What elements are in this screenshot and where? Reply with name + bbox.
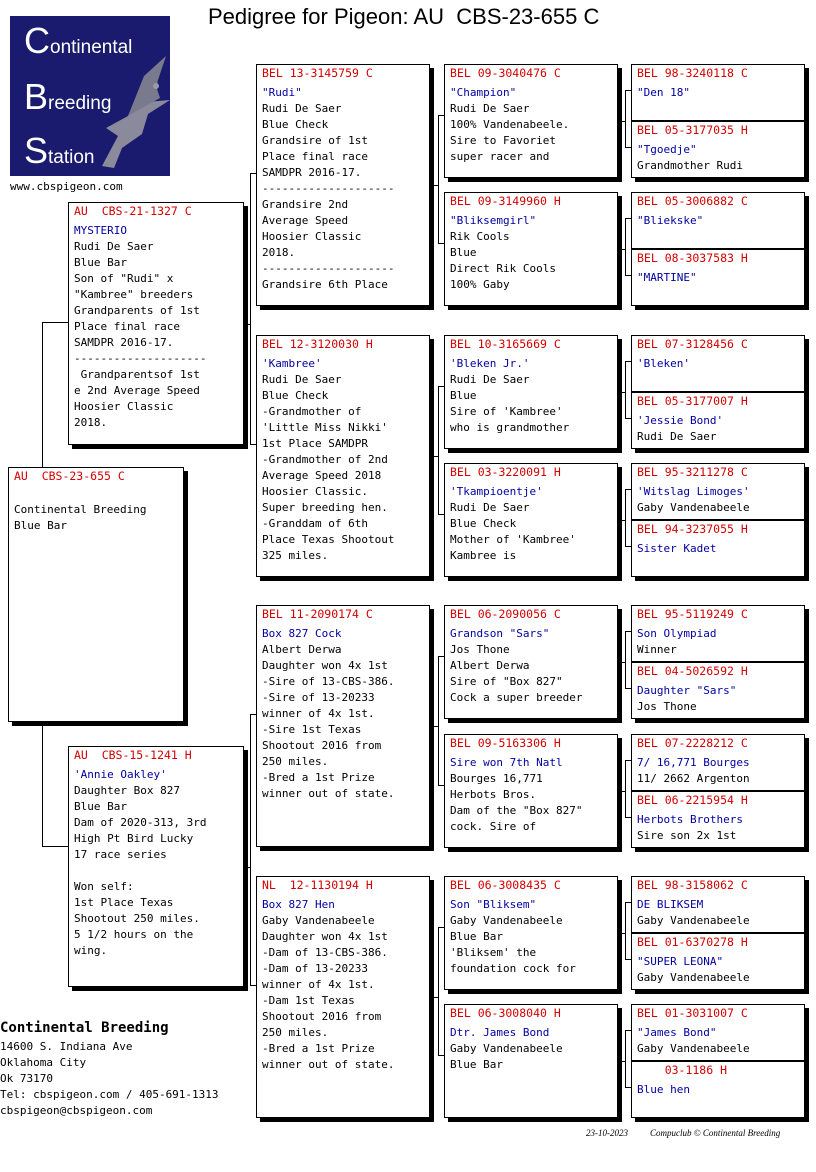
- pigeon-name: Grandson "Sars": [450, 627, 550, 640]
- info-line: Gaby Vandenabeele: [637, 501, 750, 514]
- connector-line: [430, 456, 438, 457]
- info-line: 100% Vandenabeele.: [450, 118, 570, 131]
- info-line: Rudi De Saer: [450, 501, 530, 514]
- info-line: winner of 4x 1st.: [262, 978, 375, 991]
- ring-number: BEL 07-2228212 C: [637, 736, 748, 750]
- city-line: Oklahoma City: [0, 1056, 87, 1069]
- phone-line[interactable]: Tel: cbspigeon.com / 405-691-1313: [0, 1088, 219, 1101]
- info-line: 100% Gaby: [450, 278, 510, 291]
- pigeon-name: "James Bond": [637, 1026, 717, 1039]
- info-line: 2018.: [74, 416, 108, 429]
- info-line: -Sire of 13-20233: [262, 691, 375, 704]
- pigeon-name: Box 827 Cock: [262, 627, 342, 640]
- connector-line: [618, 392, 625, 393]
- info-line: 11/ 2662 Argenton: [637, 772, 750, 785]
- ring-number: BEL 03-3220091 H: [450, 465, 561, 479]
- pigeon-name: "Den 18": [637, 86, 690, 99]
- connector-line: [42, 722, 43, 847]
- pigeon-name: "SUPER LEONA": [637, 955, 724, 968]
- ring-number: BEL 01-6370278 H: [637, 935, 748, 949]
- connector-line: [618, 249, 625, 250]
- info-line: Dam of 2020-313, 3rd: [74, 816, 207, 829]
- connector-line: [438, 656, 439, 786]
- great-great-grandparent-box: [631, 192, 805, 249]
- pigeon-name: "Tgoedje": [637, 143, 697, 156]
- logo-line-3: Station: [24, 130, 95, 171]
- info-line: Rudi De Saer: [74, 240, 154, 253]
- info-line: Dam of the "Box 827": [450, 804, 583, 817]
- info-line: Daughter Box 827: [74, 784, 180, 797]
- info-line: Blue Check: [262, 118, 329, 131]
- connector-line: [625, 90, 626, 148]
- pigeon-name: "Rudi": [262, 86, 302, 99]
- info-line: 'Little Miss Nikki': [262, 421, 388, 434]
- great-grandparent-box: [444, 876, 618, 990]
- contact-block: [0, 1020, 219, 1119]
- info-line: Continental Breeding: [14, 503, 147, 516]
- state-zip-line: Ok 73170: [0, 1072, 53, 1085]
- info-line: Direct Rik Cools: [450, 262, 556, 275]
- info-line: Albert Derwa: [262, 643, 342, 656]
- info-line: Sire son 2x 1st: [637, 829, 737, 842]
- info-line: Super breeding hen.: [262, 501, 388, 514]
- ring-number: BEL 95-5119249 C: [637, 607, 748, 621]
- info-line: Sire to Favoriet: [450, 134, 556, 147]
- pigeon-name: 'Bleken': [637, 357, 690, 370]
- info-line: Herbots Bros.: [450, 788, 537, 801]
- ring-number: BEL 05-3177035 H: [637, 123, 748, 137]
- info-line: -Sire 1st Texas: [262, 723, 362, 736]
- ring-number: BEL 10-3165669 C: [450, 337, 561, 351]
- pigeon-name: MYSTERIO: [74, 224, 127, 237]
- info-line: Won self:: [74, 880, 134, 893]
- info-line: Grandsire 6th Place: [262, 278, 388, 291]
- info-line: Bourges 16,771: [450, 772, 543, 785]
- ring-number: BEL 01-3031007 C: [637, 1006, 748, 1020]
- great-grandparent-box: [444, 1004, 618, 1118]
- info-line: Blue Bar: [450, 930, 503, 943]
- info-line: Shootout 2016 from: [262, 739, 382, 752]
- ring-number: AU CBS-15-1241 H: [74, 748, 192, 762]
- pigeon-name: 'Annie Oakley': [74, 768, 167, 781]
- info-line: Shootout 250 miles.: [74, 912, 200, 925]
- info-line: -Grandmother of: [262, 405, 362, 418]
- ring-number: BEL 09-3040476 C: [450, 66, 561, 80]
- great-great-grandparent-box: [631, 64, 805, 121]
- sire-box: [68, 202, 244, 445]
- pigeon-name: 'Kambree': [262, 357, 322, 370]
- ring-number: BEL 06-3008435 C: [450, 878, 561, 892]
- info-line: Blue: [450, 246, 477, 259]
- info-line: Rudi De Saer: [637, 430, 717, 443]
- info-line: -Dam 1st Texas: [262, 994, 355, 1007]
- connector-line: [625, 631, 626, 689]
- info-line: 17 race series: [74, 848, 167, 861]
- info-line: winner out of state.: [262, 787, 395, 800]
- info-line: Cock a super breeder: [450, 691, 583, 704]
- connector-line: [625, 902, 626, 960]
- pigeon-name: Sire won 7th Natl: [450, 756, 563, 769]
- great-great-grandparent-box: [631, 249, 805, 306]
- ring-number: BEL 12-3120030 H: [262, 337, 373, 351]
- info-line: Average Speed 2018: [262, 469, 382, 482]
- info-line: -Dam of 13-20233: [262, 962, 368, 975]
- dam-box: [68, 746, 244, 987]
- info-line: -Granddam of 6th: [262, 517, 368, 530]
- great-grandparent-box: [444, 335, 618, 449]
- connector-line: [430, 997, 438, 998]
- connector-line: [625, 361, 626, 419]
- connector-line: [625, 218, 626, 276]
- great-great-grandparent-box: [631, 1004, 805, 1061]
- connector-line: [438, 927, 439, 1056]
- connector-line: [618, 933, 625, 934]
- page-title: Pedigree for Pigeon: AU CBS-23-655 C: [208, 4, 600, 29]
- info-line: 250 miles.: [262, 1026, 329, 1039]
- info-line: super racer and: [450, 150, 550, 163]
- info-line: wing.: [74, 944, 108, 957]
- great-grandparent-box: [444, 192, 618, 306]
- info-line: Jos Thone: [637, 700, 697, 713]
- connector-line: [618, 791, 625, 792]
- info-line: -Dam of 13-CBS-386.: [262, 946, 388, 959]
- info-line: Place final race: [262, 150, 368, 163]
- ring-number: NL 12-1130194 H: [262, 878, 373, 892]
- footer-credit: Compuclub © Continental Breeding: [650, 1128, 781, 1138]
- info-line: who is grandmother: [450, 421, 570, 434]
- info-line: Blue Bar: [14, 519, 67, 532]
- pigeon-name: Son "Bliksem": [450, 898, 537, 911]
- ring-number: BEL 98-3158062 C: [637, 878, 748, 892]
- logo-line-2: Breeding: [24, 76, 112, 117]
- ring-number: BEL 06-3008040 H: [450, 1006, 561, 1020]
- great-great-grandparent-box: [631, 876, 805, 933]
- ring-number: BEL 05-3006882 C: [637, 194, 748, 208]
- info-line: Gaby Vandenabeele: [262, 914, 375, 927]
- ring-number: AU CBS-21-1327 C: [74, 204, 192, 218]
- pigeon-name: "Bliksemgirl": [450, 214, 537, 227]
- info-line: Daughter won 4x 1st: [262, 659, 388, 672]
- info-line: winner out of state.: [262, 1058, 395, 1071]
- grandparent-box: [256, 335, 430, 577]
- great-great-grandparent-box: [631, 1061, 805, 1118]
- info-line: Mother of 'Kambree': [450, 533, 576, 546]
- info-line: Blue Bar: [74, 800, 127, 813]
- pigeon-name: 'Jessie Bond': [637, 414, 724, 427]
- info-line: 'Bliksem' the: [450, 946, 537, 959]
- great-great-grandparent-box: [631, 933, 805, 990]
- pigeon-name: "Bliekske": [637, 214, 704, 227]
- info-line: Son of "Rudi" x: [74, 272, 174, 285]
- info-line: -Bred a 1st Prize: [262, 1042, 375, 1055]
- info-line: 2018.: [262, 246, 296, 259]
- ring-number: BEL 94-3237055 H: [637, 522, 748, 536]
- website-link[interactable]: www.cbspigeon.com: [10, 180, 123, 193]
- pigeon-name: Dtr. James Bond: [450, 1026, 550, 1039]
- pigeon-name: Herbots Brothers: [637, 813, 743, 826]
- pigeon-name: Sister Kadet: [637, 542, 717, 555]
- pigeon-name: Blue hen: [637, 1083, 690, 1096]
- info-line: Hoosier Classic: [74, 400, 174, 413]
- ring-number: BEL 98-3240118 C: [637, 66, 748, 80]
- info-line: SAMDPR 2016-17.: [262, 166, 362, 179]
- info-line: 1st Place SAMDPR: [262, 437, 368, 450]
- info-line: Grandparentsof 1st: [74, 368, 200, 381]
- info-line: Jos Thone: [450, 643, 510, 656]
- info-line: Grandsire 2nd: [262, 198, 349, 211]
- info-line: -Sire of 13-CBS-386.: [262, 675, 395, 688]
- connector-line: [42, 322, 43, 468]
- great-great-grandparent-box: [631, 392, 805, 449]
- connector-line: [618, 520, 625, 521]
- ring-number: AU CBS-23-655 C: [14, 469, 125, 483]
- great-great-grandparent-box: [631, 791, 805, 848]
- info-line: -Grandmother of 2nd: [262, 453, 388, 466]
- info-line: [74, 863, 238, 879]
- grandparent-box: [256, 64, 430, 306]
- connector-line: [625, 760, 626, 818]
- pigeon-name: DE BLIKSEM: [637, 898, 704, 911]
- info-line: Winner: [637, 643, 677, 656]
- info-line: Hoosier Classic: [262, 230, 362, 243]
- ring-number: BEL 09-5163306 H: [450, 736, 561, 750]
- info-line: 250 miles.: [262, 755, 329, 768]
- info-line: Albert Derwa: [450, 659, 530, 672]
- great-great-grandparent-box: [631, 662, 805, 719]
- grandparent-box: [256, 876, 430, 1118]
- connector-line: [430, 185, 438, 186]
- pigeon-name: Daughter "Sars": [637, 684, 737, 697]
- great-great-grandparent-box: [631, 734, 805, 791]
- info-line: Rik Cools: [450, 230, 510, 243]
- info-line: --------------------: [262, 182, 395, 195]
- connector-line: [618, 1061, 625, 1062]
- info-line: Blue: [450, 389, 477, 402]
- info-line: Rudi De Saer: [450, 102, 530, 115]
- pigeon-name: "Champion": [450, 86, 517, 99]
- ring-number: BEL 06-2090056 C: [450, 607, 561, 621]
- email-line[interactable]: cbspigeon@cbspigeon.com: [0, 1104, 153, 1117]
- connector-line: [618, 121, 625, 122]
- ring-number: BEL 09-3149960 H: [450, 194, 561, 208]
- info-line: Blue Bar: [450, 1058, 503, 1071]
- info-line: Sire of "Box 827": [450, 675, 563, 688]
- info-line: Sire of 'Kambree': [450, 405, 563, 418]
- ring-number: BEL 11-2090174 C: [262, 607, 373, 621]
- connector-line: [625, 489, 626, 547]
- info-line: 1st Place Texas: [74, 896, 174, 909]
- grandparent-box: [256, 605, 430, 847]
- ring-number: BEL 05-3177007 H: [637, 394, 748, 408]
- pigeon-name: "MARTINE": [637, 271, 697, 284]
- ring-number: BEL 04-5026592 H: [637, 664, 748, 678]
- great-grandparent-box: [444, 463, 618, 577]
- info-line: 5 1/2 hours on the: [74, 928, 194, 941]
- subject-pigeon-box: [8, 467, 184, 722]
- info-line: Grandsire of 1st: [262, 134, 368, 147]
- info-line: "Kambree" breeders: [74, 288, 194, 301]
- info-line: Blue Bar: [74, 256, 127, 269]
- ring-number: BEL 07-3128456 C: [637, 337, 748, 351]
- info-line: Gaby Vandenabeele: [450, 1042, 563, 1055]
- info-line: Shootout 2016 from: [262, 1010, 382, 1023]
- connector-line: [618, 662, 625, 663]
- info-line: Blue Check: [262, 389, 329, 402]
- connector-line: [438, 115, 439, 244]
- pigeon-name: 'Witslag Limoges': [637, 485, 750, 498]
- ring-number: BEL 08-3037583 H: [637, 251, 748, 265]
- print-date: 23-10-2023: [586, 1128, 628, 1138]
- connector-line: [42, 846, 68, 847]
- logo-line-1: Continental: [24, 20, 133, 61]
- info-line: 325 miles.: [262, 549, 329, 562]
- pigeon-name: 7/ 16,771 Bourges: [637, 756, 750, 769]
- info-line: Kambree is: [450, 549, 517, 562]
- great-grandparent-box: [444, 734, 618, 848]
- info-line: e 2nd Average Speed: [74, 384, 200, 397]
- connector-line: [250, 173, 251, 445]
- ring-number: 03-1186 H: [637, 1063, 728, 1077]
- info-line: Gaby Vandenabeele: [637, 914, 750, 927]
- pigeon-name: Son Olympiad: [637, 627, 717, 640]
- info-line: Place Texas Shootout: [262, 533, 395, 546]
- info-line: High Pt Bird Lucky: [74, 832, 194, 845]
- info-line: Average Speed: [262, 214, 349, 227]
- info-line: Daughter won 4x 1st: [262, 930, 388, 943]
- connector-line: [42, 322, 68, 323]
- connector-line: [625, 1030, 626, 1088]
- cbs-logo: [10, 16, 170, 176]
- info-line: Gaby Vandenabeele: [637, 1042, 750, 1055]
- great-grandparent-box: [444, 64, 618, 178]
- info-line: foundation cock for: [450, 962, 576, 975]
- info-line: -Bred a 1st Prize: [262, 771, 375, 784]
- breeder-name: Continental Breeding: [0, 1020, 169, 1036]
- connector-line: [438, 386, 439, 515]
- info-line: --------------------: [74, 352, 207, 365]
- info-line: Grandparents of 1st: [74, 304, 200, 317]
- info-line: Rudi De Saer: [262, 373, 342, 386]
- info-line: Gaby Vandenabeele: [450, 914, 563, 927]
- info-line: --------------------: [262, 262, 395, 275]
- info-line: Hoosier Classic.: [262, 485, 368, 498]
- ring-number: BEL 13-3145759 C: [262, 66, 373, 80]
- connector-line: [430, 726, 438, 727]
- pigeon-name: 'Bleken Jr.': [450, 357, 530, 370]
- great-great-grandparent-box: [631, 605, 805, 662]
- great-great-grandparent-box: [631, 520, 805, 577]
- great-great-grandparent-box: [631, 463, 805, 520]
- pigeon-name: Box 827 Hen: [262, 898, 335, 911]
- info-line: Gaby Vandenabeele: [637, 971, 750, 984]
- connector-line: [250, 714, 251, 986]
- info-line: Blue Check: [450, 517, 517, 530]
- info-line: Rudi De Saer: [450, 373, 530, 386]
- info-line: Grandmother Rudi: [637, 159, 743, 172]
- info-line: SAMDPR 2016-17.: [74, 336, 174, 349]
- pigeon-name: 'Tkampioentje': [450, 485, 543, 498]
- ring-number: BEL 06-2215954 H: [637, 793, 748, 807]
- address-line: 14600 S. Indiana Ave: [0, 1040, 133, 1053]
- great-great-grandparent-box: [631, 121, 805, 178]
- great-grandparent-box: [444, 605, 618, 719]
- info-line: cock. Sire of: [450, 820, 537, 833]
- info-line: Rudi De Saer: [262, 102, 342, 115]
- info-line: winner of 4x 1st.: [262, 707, 375, 720]
- great-great-grandparent-box: [631, 335, 805, 392]
- ring-number: BEL 95-3211278 C: [637, 465, 748, 479]
- info-line: Place final race: [74, 320, 180, 333]
